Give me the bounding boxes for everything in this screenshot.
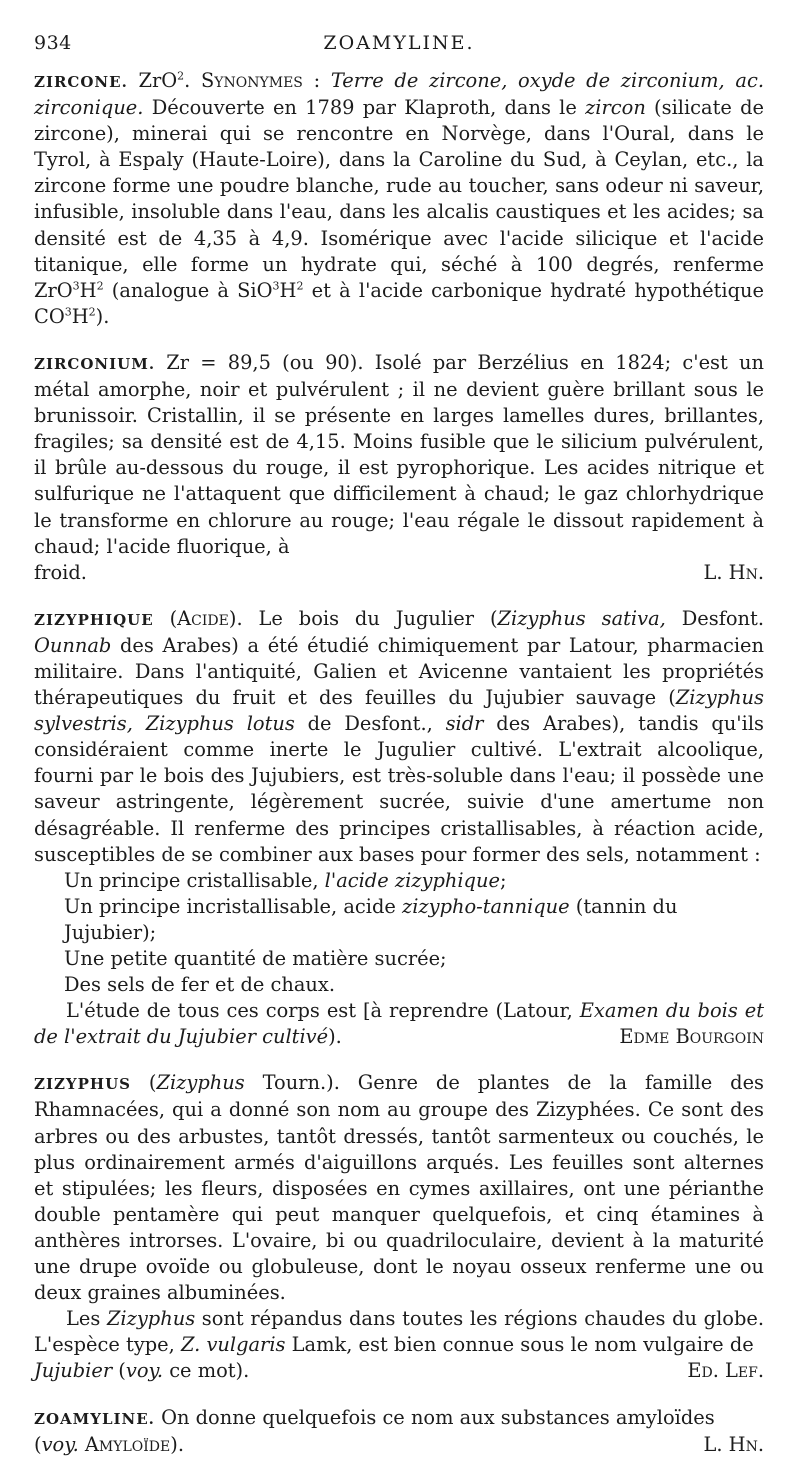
entry-zizyphique bbox=[34, 606, 764, 1051]
author-signature: Ed. Lef. bbox=[687, 1359, 764, 1383]
headword-zizyphus: ZIZYPHUS bbox=[34, 1075, 131, 1094]
entry-zirconium-signature-row: froid. L. Hn. bbox=[34, 560, 764, 586]
page-number: 934 bbox=[34, 32, 72, 54]
author-signature: L. Hn. bbox=[703, 1432, 764, 1456]
entry-zoamyline-signature-row: (voy. Amyloïde). L. Hn. bbox=[34, 1432, 764, 1458]
entry-zirconium-text: ZIRCONIUM. Zr = 89,5 (ou 90). Isolé par Berzélius en 1824; c'est un métal amorphe, noir et pulvérulent ; il ne devient guère brillant sous le brunissoir. Cristallin, il se présente en larges lamelles dures, brillantes, fragiles; sa densité est de 4,15. Moins fusible que le silicium pulvérulent, il brûle au-dessous du rouge, il est pyrophorique. Les acides nitrique et sulfurique ne l'attaquent que difficilement à chaud; le gaz chlorhydrique le transforme en chlorure au rouge; l'eau régale le dissout rapidement à chaud; l'acide fluorique, à bbox=[34, 350, 764, 558]
entry-zizyphus bbox=[34, 1070, 764, 1384]
list-item: Un principe cristallisable, l'acide zizyphique; bbox=[64, 868, 507, 892]
entry-zizyphus-paragraph-2: Les Zizyphus sont répandus dans toutes les régions chaudes du globe. L'espèce type, Z. vulgaris Lamk, est bien connue sous le nom vulgaire de bbox=[34, 1307, 765, 1357]
author-signature: L. Hn. bbox=[703, 560, 764, 584]
entry-zoamyline-text: ZOAMYLINE. On donne quelquefois ce nom aux substances amyloïdes bbox=[34, 1405, 715, 1429]
list-item: Une petite quantité de matière sucrée; bbox=[64, 947, 447, 970]
entry-zircone-text: ZIRCONE. ZrO$^2$. Synonymes : Terre de zircone, oxyde de zirconium, ac. zirconique. Découverte en 1789 par Klaproth, dans le zircon (silicate de zircone), minerai qui se rencontre en Norvège, dans l'Oural, dans le Tyrol, à Espaly (Haute-Loire), dans la Caroline du Sud, à Ceylan, etc., la zircone forme une poudre blanche, rude au toucher, sans odeur ni saveur, infusible, insoluble dans l'eau, dans les alcalis caustiques et les acides; sa densité est de 4,35 à 4,9. Isomérique avec l'acide silicique et l'acide titanique, elle forme un hydrate qui, séché à 100 degrés, renferme $ZrO^3H^2$ (analogue à $SiO^3H^2$ et à l'acide carbonique hydraté hypothétique $CO^3H^2$). bbox=[34, 69, 764, 328]
headword-zircone: ZIRCONE. bbox=[34, 73, 128, 91]
entry-zizyphique-text: ZIZYPHIQUE (Acide). Le bois du Jugulier (Zizyphus sativa, Desfont. Ounnab des Arabes) a été étudié chimiquement par Latour, pharmacien militaire. Dans l'antiquité, Galien et Avicenne vantaient les propriétés thérapeutiques du fruit et des feuilles du Jujubier sauvage (Zizyphus sylvestris, Zizyphus lotus de Desfont., sidr des Arabes), tandis qu'ils considéraient comme inerte le Jugulier cultivé. L'extrait alcoolique, fourni par le bois des Jujubiers, est très-soluble dans l'eau; il possède une saveur astringente, légèrement sucrée, suivie d'une amertume non désagréable. Il renferme des principes cristallisables, à réaction acide, susceptibles de se combiner aux bases pour former des sels, notamment : bbox=[34, 606, 764, 866]
entry-zirconium bbox=[34, 350, 764, 586]
headword-zoamyline: ZOAMYLINE. bbox=[34, 1409, 155, 1428]
entry-zoamyline bbox=[34, 1405, 764, 1458]
entry-zizyphus-text: ZIZYPHUS (Zizyphus Tourn.). Genre de plantes de la famille des Rhamnacées, qui a donné son nom au groupe des Zizyphées. Ce sont des arbres ou des arbustes, tantôt dressés, tantôt sarmenteux ou couchés, le plus ordinairement armés d'aiguillons arqués. Les feuilles sont alternes et stipulées; les fleurs, disposées en cymes axillaires, ont une périanthe double pentamère qui peut manquer quelquefois, et cinq étamines à anthères introrses. L'ovaire, bi ou quadriloculaire, devient à la maturité une drupe ovoïde ou globuleuse, dont le noyau osseux renferme une ou deux graines albuminées. bbox=[34, 1071, 764, 1305]
list-item: Un principe incristallisable, acide zizypho-tannique (tannin du Jujubier); bbox=[64, 894, 678, 944]
headword-zizyphique: ZIZYPHIQUE bbox=[34, 610, 154, 629]
author-signature: Edme Bourgoin bbox=[619, 1025, 764, 1049]
headword-zirconium: ZIRCONIUM. bbox=[34, 354, 156, 373]
entry-zircone bbox=[34, 68, 764, 330]
entry-zizyphique-final: L'étude de tous ces corps est [à reprendre (Latour, Examen du bois et de l'extrait du Jujubier cultivé). Edme Bourgoin bbox=[34, 998, 764, 1050]
synonyms-list: Terre de zircone, oxyde de zirconium, ac. zirconique. bbox=[34, 69, 764, 120]
running-title: ZOAMYLINE. bbox=[323, 32, 475, 54]
running-header bbox=[34, 24, 764, 68]
list-item: Des sels de fer et de chaux. bbox=[64, 973, 335, 997]
synonyms-label: Synonymes bbox=[201, 69, 303, 92]
entry-zizyphus-signature-row: Jujubier (voy. ce mot). Ed. Lef. bbox=[34, 1358, 764, 1384]
